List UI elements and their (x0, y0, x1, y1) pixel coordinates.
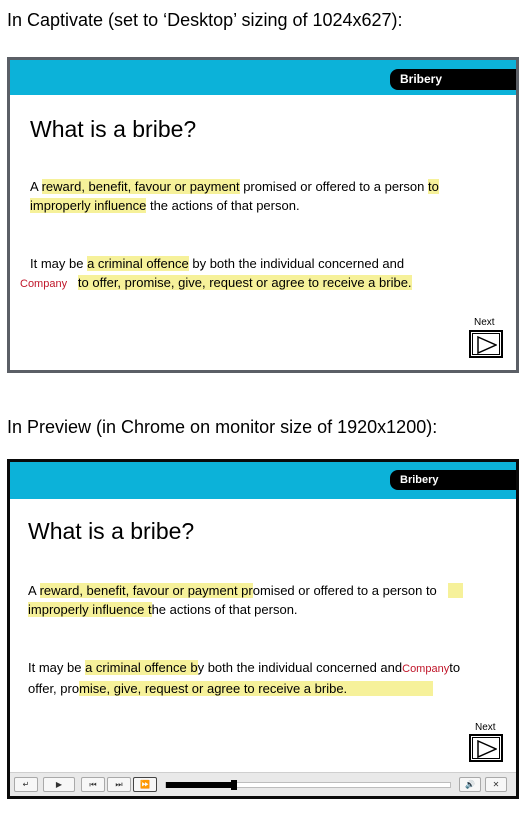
play-icon: ▶ (55, 780, 63, 789)
progress-fill (166, 782, 234, 788)
back-button[interactable] (107, 777, 131, 792)
mute-button[interactable] (459, 777, 481, 792)
playbar (10, 772, 516, 796)
company-placeholder: Company (20, 278, 68, 290)
progress-track[interactable] (165, 782, 451, 788)
back-icon: ⏭ (115, 780, 123, 789)
slide-title: What is a bribe? (28, 518, 195, 544)
highlight: improperly influence (30, 198, 147, 213)
slide-tag: Bribery (390, 69, 516, 90)
mute-icon: 🔊 (465, 780, 475, 789)
highlight: a criminal offence b (85, 660, 198, 675)
paragraph-offence: It may be a criminal offence by both the individual concerned andCompanyto offer, promise, give, request or agree to receive a bribe. (28, 660, 461, 696)
next-label: Next (475, 722, 496, 733)
highlight: mise, give, request or agree to receive a bribe. (79, 681, 433, 696)
highlight: reward, benefit, favour or payment (41, 179, 240, 194)
slide-banner (10, 462, 516, 499)
highlight: to (427, 179, 439, 194)
caption-preview: In Preview (in Chrome on monitor size of 1920x1200): (7, 417, 438, 437)
caption-captivate: In Captivate (set to ‘Desktop’ sizing of 1024x627): (7, 10, 403, 30)
paragraph-definition: A reward, benefit, favour or payment promised or offered to a person to improperly influence the actions of that person. (30, 179, 439, 213)
play-arrow-icon (477, 336, 497, 354)
slide-banner (10, 60, 516, 95)
captivate-slide (7, 57, 519, 373)
forward-button[interactable] (133, 777, 157, 792)
next-label: Next (474, 317, 495, 328)
company-placeholder: Company (402, 663, 450, 675)
toc-icon: ↵ (22, 780, 30, 789)
slide-tag: Bribery (390, 470, 516, 490)
forward-icon: ⏩ (140, 780, 150, 789)
toc-button[interactable] (14, 777, 38, 792)
play-arrow-icon (477, 740, 497, 758)
next-button[interactable] (469, 330, 503, 358)
play-button[interactable] (43, 777, 75, 792)
highlight: improperly influence t (28, 602, 152, 617)
highlight: a criminal offence (87, 256, 189, 271)
preview-slide (7, 459, 519, 799)
slide-title: What is a bribe? (30, 116, 197, 142)
progress-thumb[interactable] (231, 780, 237, 790)
rewind-icon: ⏮ (89, 780, 97, 789)
paragraph-offence: It may be a criminal offence by both the individual concerned and Company to offer, promise, give, request or agree to receive a bribe. (20, 256, 412, 290)
rewind-button[interactable] (81, 777, 105, 792)
close-icon: ✕ (492, 780, 500, 789)
highlight: reward, benefit, favour or payment pr (39, 583, 253, 598)
highlight: to offer, promise, give, request or agree to receive a bribe. (77, 275, 412, 290)
highlight-empty (448, 583, 463, 598)
next-button[interactable] (469, 734, 503, 762)
paragraph-definition: A reward, benefit, favour or payment promised or offered to a person to improperly influence the actions of that person. (28, 581, 463, 619)
close-button[interactable] (485, 777, 507, 792)
